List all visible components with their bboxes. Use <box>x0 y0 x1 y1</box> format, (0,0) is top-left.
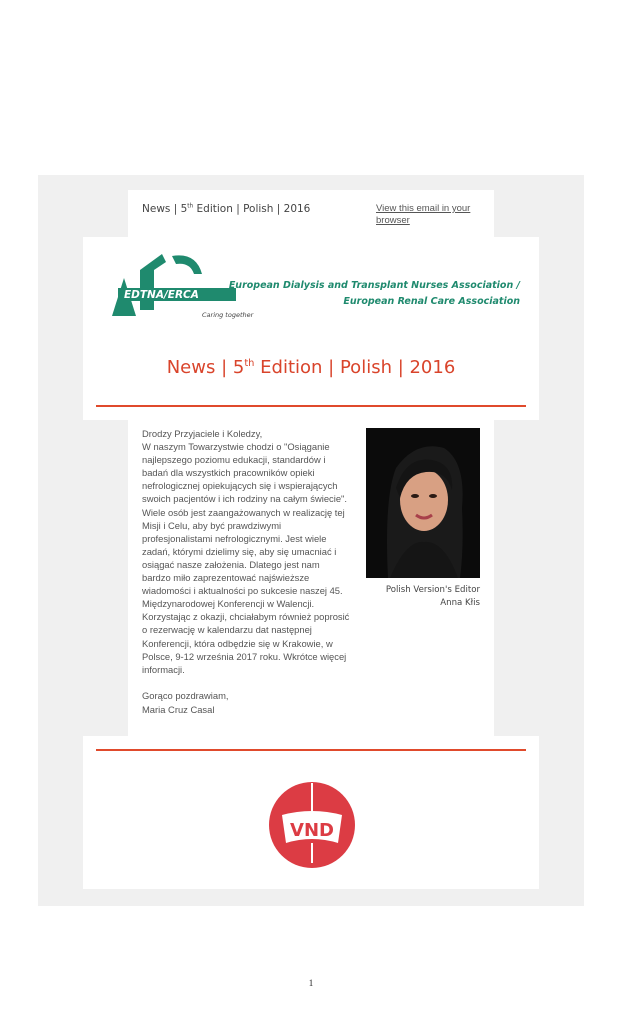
caption-name: Anna Kłis <box>440 598 480 608</box>
divider-bottom <box>96 749 526 751</box>
edition-heading-small: News | 5th Edition | Polish | 2016 <box>142 203 311 215</box>
svg-text:EDTNA/ERCA: EDTNA/ERCA <box>124 289 199 301</box>
closing-phrase: Gorąco pozdrawiam, <box>142 690 229 701</box>
svg-text:Caring together: Caring together <box>202 311 254 319</box>
photo-caption <box>360 584 480 610</box>
letter-closing <box>142 689 229 717</box>
divider-top <box>96 405 526 407</box>
letter-body: W naszym Towarzystwie chodzi o "Osiąganie najlepszego poziomu edukacji, standardów i badań dla wszystkich pracowników opieki nefrologicznej opiekujących się i wspierających swoich pacjentów i ich rodziny na całym świecie". Wiele osób jest zaangażowanych w realizację tej Misji i Celu, aby być prawdziwymi profesjonalistami nefrologicznymi. Jest wiele zadań, którymi dzielimy się, aby się umacniać i osiągać nasze założenia. Dlatego jest nam bardzo miło zaprezentować najświeższe wiadomości i aktualności po sukcesie naszej 45. Międzynarodowej Konferencji w Walencji. Korzystając z okazji, chciałabym również poprosić o rezerwację w kalendarzu dat następnej Konferencji, która odbędzie się w Krakowie, w Polsce, 9-12 września 2017 roku. Wkrótce więcej informacji. <box>142 441 350 675</box>
association-name-line2: European Renal Care Association <box>343 296 520 307</box>
letter-text <box>142 427 350 676</box>
association-name-line1: European Dialysis and Transplant Nurses Association / <box>228 280 520 291</box>
caption-role: Polish Version's Editor <box>385 585 480 595</box>
svg-text:VND: VND <box>290 820 334 841</box>
page-title: News | 5th Edition | Polish | 2016 <box>166 357 456 378</box>
vnd-logo <box>268 781 356 869</box>
letter-greeting: Drodzy Przyjaciele i Koledzy, <box>142 428 263 439</box>
signature: Maria Cruz Casal <box>142 704 215 715</box>
page-number: 1 <box>308 978 314 988</box>
view-in-browser-link[interactable]: View this email in your browser <box>376 203 471 226</box>
editor-photo <box>366 428 480 578</box>
